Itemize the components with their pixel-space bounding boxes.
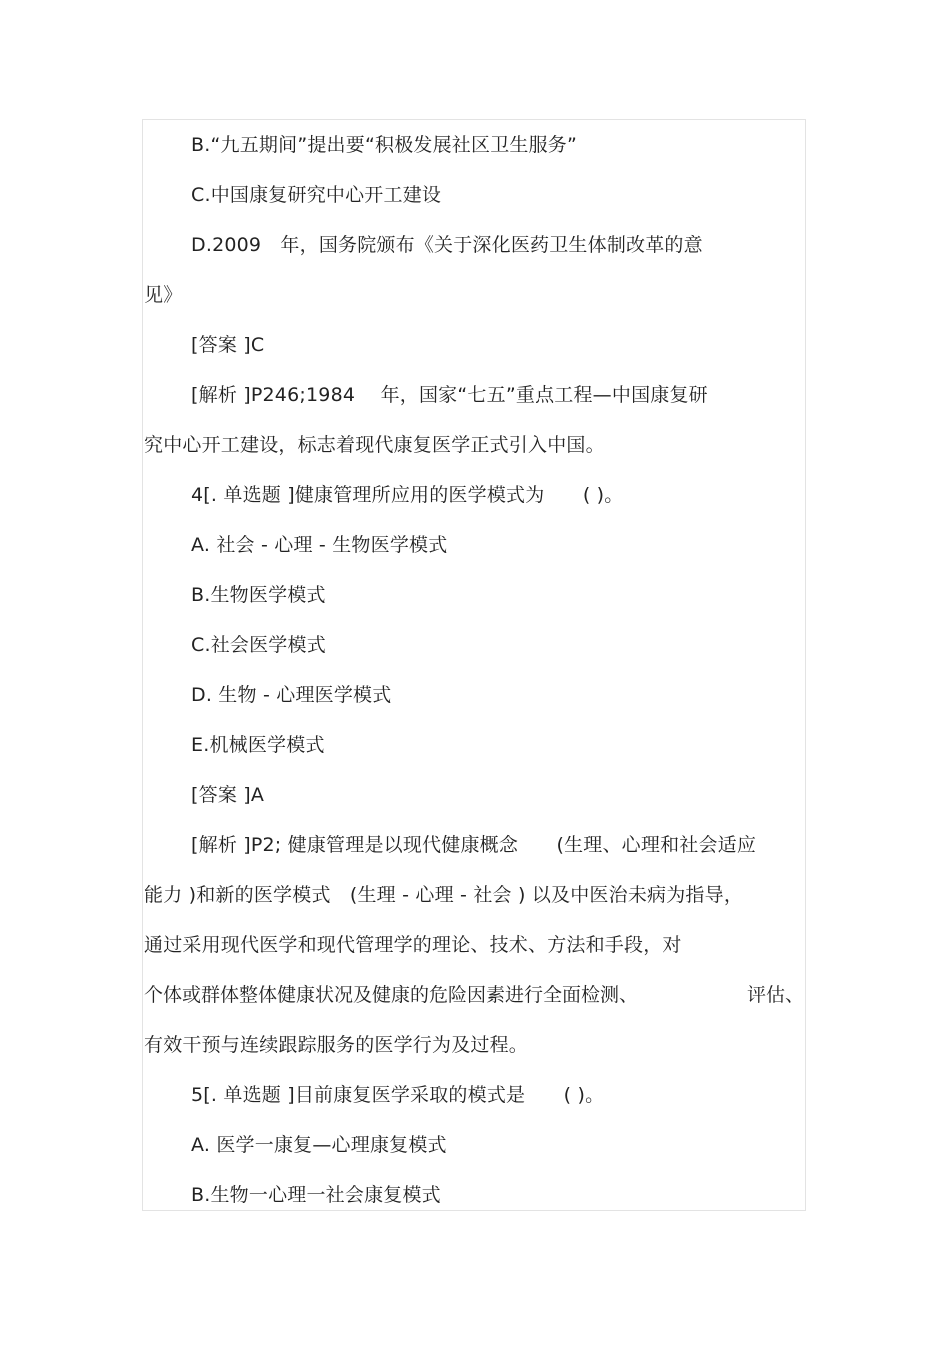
q5-option-b: B.生物一心理一社会康复模式 <box>191 1184 441 1206</box>
q4-option-a: A. 社会 - 心理 - 生物医学模式 <box>191 534 448 556</box>
q4-option-d: D. 生物 - 心理医学模式 <box>191 684 392 706</box>
q4-option-c: C.社会医学模式 <box>191 634 326 656</box>
q5-option-a: A. 医学一康复—心理康复模式 <box>191 1134 447 1156</box>
q3-analysis-line1: [解析 ]P246;1984 年，国家“七五”重点工程—中国康复研 <box>191 384 708 406</box>
q4-answer: [答案 ]A <box>191 784 265 806</box>
q4-analysis-line4-left: 个体或群体整体健康状况及健康的危险因素进行全面检测、 <box>144 984 639 1006</box>
q3-answer: [答案 ]C <box>191 334 265 356</box>
q3-analysis-line2: 究中心开工建设，标志着现代康复医学正式引入中国。 <box>144 434 605 456</box>
q3-option-d-line2: 见》 <box>144 284 183 306</box>
q4-analysis-line5: 有效干预与连续跟踪服务的医学行为及过程。 <box>144 1034 529 1056</box>
q4-analysis-line3: 通过采用现代医学和现代管理学的理论、技术、方法和手段，对 <box>144 934 682 956</box>
q3-option-d-line1: D.2009 年，国务院颁布《关于深化医药卫生体制改革的意 <box>191 234 703 256</box>
q4-analysis-line2: 能力 )和新的医学模式 (生理 - 心理 - 社会 ) 以及中医治未病为指导， <box>144 884 744 906</box>
q4-option-e: E.机械医学模式 <box>191 734 325 756</box>
q3-option-c: C.中国康复研究中心开工建设 <box>191 184 442 206</box>
q4-analysis-line1: [解析 ]P2; 健康管理是以现代健康概念 (生理、心理和社会适应 <box>191 834 757 856</box>
q5-question: 5[. 单选题 ]目前康复医学采取的模式是 ( )。 <box>191 1084 605 1106</box>
q4-option-b: B.生物医学模式 <box>191 584 326 606</box>
q4-analysis-line4-right: 评估、 <box>747 984 805 1006</box>
q3-option-b: B.“九五期间”提出要“积极发展社区卫生服务” <box>191 134 578 156</box>
q4-question: 4[. 单选题 ]健康管理所应用的医学模式为 ( )。 <box>191 484 624 506</box>
